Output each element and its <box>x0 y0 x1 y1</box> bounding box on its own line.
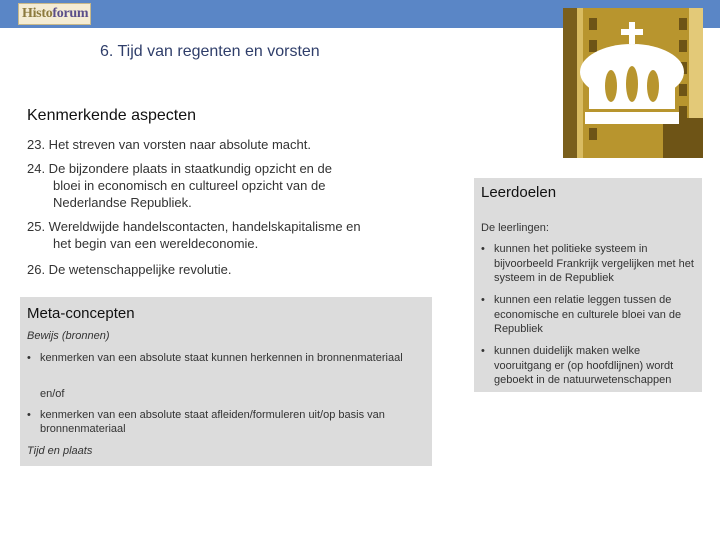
aspect-line: 24. De bijzondere plaats in staatkundig opzicht en de <box>27 161 332 176</box>
bullet-icon: • <box>481 294 485 306</box>
meta-bullet <box>27 351 425 365</box>
goals-intro: De leerlingen: <box>481 222 549 234</box>
aspect-line: 23. Het streven van vorsten naar absolute macht. <box>27 137 311 152</box>
aspects-heading: Kenmerkende aspecten <box>27 107 196 124</box>
aspect-item <box>27 136 397 153</box>
learning-goals-box <box>474 178 702 392</box>
aspect-item <box>27 218 397 252</box>
aspect-item <box>27 261 397 278</box>
aspect-line: 25. Wereldwijde handelscontacten, handelskapitalisme en <box>27 219 361 234</box>
meta-heading: Meta-concepten <box>27 305 135 322</box>
aspect-continuation: het begin van een wereldeconomie. <box>53 236 259 251</box>
meta-subheading-time-place: Tijd en plaats <box>27 445 93 457</box>
aspect-line: 26. De wetenschappelijke revolutie. <box>27 262 232 277</box>
aspect-item <box>27 160 397 211</box>
meta-bullet <box>27 408 425 436</box>
goal-bullet <box>481 344 697 388</box>
bullet-icon: • <box>481 345 485 357</box>
bullet-icon: • <box>481 243 485 255</box>
meta-and-or: en/of <box>40 388 65 400</box>
bullet-icon: • <box>27 409 31 421</box>
goals-heading: Leerdoelen <box>481 184 557 201</box>
meta-bullet-text: kenmerken van een absolute staat afleiden/formuleren uit/op basis van bronnenmateriaal <box>40 409 385 435</box>
goal-text: kunnen een relatie leggen tussen de economische en culturele bloei van de Republiek <box>494 294 682 335</box>
slide-title: 6. Tijd van regenten en vorsten <box>100 43 320 60</box>
goal-text: kunnen het politieke systeem in bijvoorbeeld Frankrijk vergelijken met het systeem in de Republiek <box>494 243 694 284</box>
meta-subheading-evidence: Bewijs (bronnen) <box>27 330 110 342</box>
histoforum-logo <box>18 3 91 25</box>
aspect-continuation: bloei in economisch en cultureel opzicht van de Nederlandse Republiek. <box>53 178 326 210</box>
goal-bullet <box>481 242 697 286</box>
bullet-icon: • <box>27 352 31 364</box>
goal-text: kunnen duidelijk maken welke vooruitgang er (op hoofdlijnen) wordt geboekt in de natuurwetenschappen <box>494 345 674 386</box>
crown-building-picture <box>563 8 703 158</box>
logo-text-histo: Histo <box>22 6 53 21</box>
crown-icon <box>563 8 703 158</box>
logo-text-forum: forum <box>52 6 89 21</box>
meta-concepts-box <box>20 297 432 466</box>
meta-bullet-text: kenmerken van een absolute staat kunnen herkennen in bronnenmateriaal <box>40 352 403 364</box>
goal-bullet <box>481 293 697 337</box>
